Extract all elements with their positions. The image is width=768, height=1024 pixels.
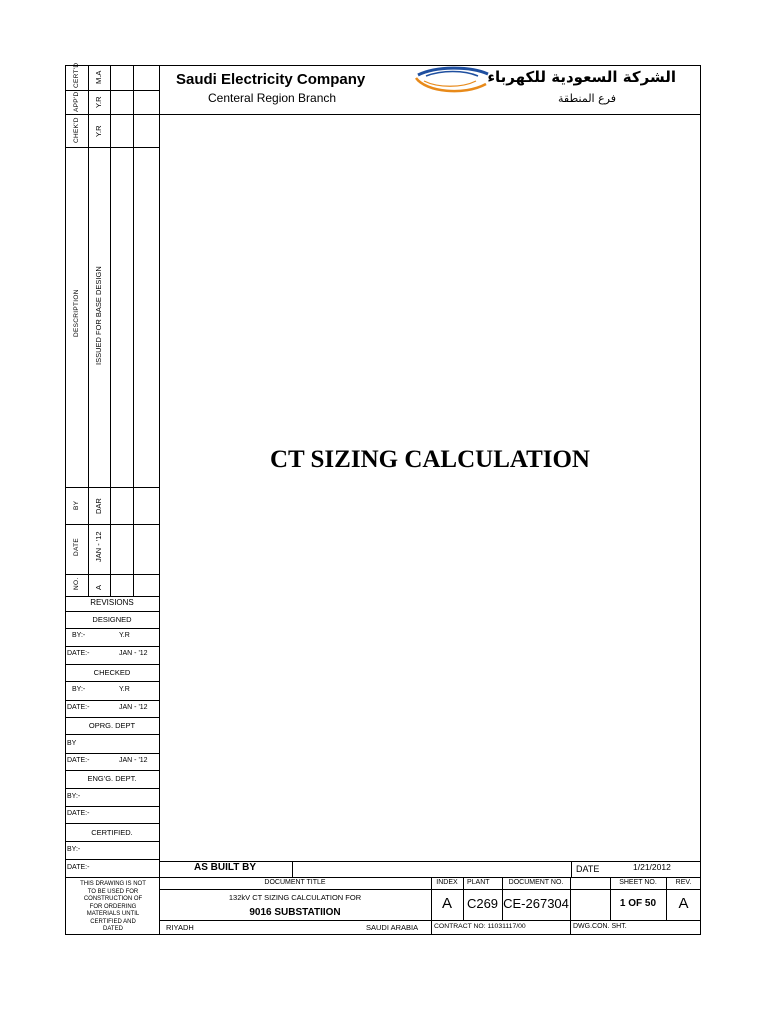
sheet-no-value: 1 OF 50 bbox=[619, 898, 657, 909]
date-header: DATE bbox=[73, 537, 80, 556]
checked-date-label: DATE:- bbox=[67, 704, 90, 711]
city: RIYADH bbox=[166, 923, 194, 932]
engg-by-label: BY:- bbox=[67, 793, 81, 800]
country: SAUDI ARABIA bbox=[366, 923, 419, 932]
checked-by-label: BY:- bbox=[72, 686, 86, 693]
rev-col-line bbox=[88, 65, 89, 596]
index-label: INDEX bbox=[436, 879, 458, 886]
contract-no: CONTRACT NO: 11031117/00 bbox=[434, 923, 526, 930]
oprg-by-label: BY bbox=[67, 740, 77, 747]
no-value: A bbox=[94, 584, 103, 590]
branch-name-ar: فرع المنطقة bbox=[558, 92, 616, 105]
title-block-top bbox=[65, 877, 701, 878]
revisions-label: REVISIONS bbox=[90, 598, 134, 607]
as-built-label: AS BUILT BY bbox=[194, 862, 257, 873]
date-label: DATE bbox=[576, 864, 600, 874]
designed-label: DESIGNED bbox=[92, 615, 132, 624]
oprg-date-label: DATE:- bbox=[67, 757, 90, 764]
certified-by-label: BY:- bbox=[67, 846, 81, 853]
designed-date-label: DATE:- bbox=[67, 650, 90, 657]
rev-label: REV. bbox=[675, 879, 692, 886]
chkd-header: CHEK'D bbox=[73, 117, 80, 143]
description-header: DESCRIPTION bbox=[73, 289, 80, 337]
document-title-line1: 132kV CT SIZING CALCULATION FOR bbox=[228, 893, 362, 902]
appd-header: APP'D bbox=[73, 91, 80, 112]
rev-value: A bbox=[678, 895, 689, 912]
branch-name-en: Centeral Region Branch bbox=[208, 91, 337, 105]
document-main-title: CT SIZING CALCULATION bbox=[270, 446, 590, 473]
certified-date-label: DATE:- bbox=[67, 864, 90, 871]
rev-col-line bbox=[133, 65, 134, 596]
plant-value: C269 bbox=[466, 896, 499, 911]
document-title-line2: 9016 SUBSTATIION bbox=[249, 907, 341, 918]
engg-date-label: DATE:- bbox=[67, 810, 90, 817]
engg-label: ENG'G. DEPT. bbox=[87, 774, 137, 783]
chkd-value: Y.R bbox=[94, 125, 103, 137]
sheet-no-label: SHEET NO. bbox=[619, 879, 657, 886]
date-value: JAN - '12 bbox=[94, 531, 103, 562]
designed-date-value: JAN - '12 bbox=[119, 650, 148, 657]
by-header: BY bbox=[73, 500, 80, 510]
no-header: NO. bbox=[73, 577, 80, 590]
appd-value: Y.R bbox=[94, 96, 103, 108]
oprg-date-value: JAN - '12 bbox=[119, 757, 148, 764]
plant-label: PLANT bbox=[467, 879, 490, 886]
certified-label: CERTIFIED. bbox=[91, 828, 133, 837]
checked-by-value: Y.R bbox=[119, 686, 130, 693]
designed-by-value: Y.R bbox=[119, 632, 130, 639]
header-divider bbox=[159, 114, 701, 115]
date-value: 1/21/2012 bbox=[633, 862, 671, 872]
document-title-label: DOCUMENT TITLE bbox=[264, 879, 326, 886]
certd-value: M.A bbox=[94, 70, 103, 84]
checked-date-value: JAN - '12 bbox=[119, 704, 148, 711]
document-no-label: DOCUMENT NO. bbox=[508, 879, 564, 886]
company-name-en: Saudi Electricity Company bbox=[176, 71, 366, 88]
designed-by-label: BY:- bbox=[72, 632, 86, 639]
index-value: A bbox=[441, 895, 452, 912]
document-no-value: CE-267304 bbox=[503, 896, 569, 911]
sec-logo-icon bbox=[412, 66, 494, 98]
dwg-con-sht: DWG.CON. SHT. bbox=[573, 923, 627, 930]
description-value: ISSUED FOR BASE DESIGN bbox=[94, 266, 103, 365]
by-value: DAR bbox=[94, 498, 103, 514]
construction-notice: THIS DRAWING IS NOT TO BE USED FOR CONSTRUCTION OF FOR ORDERING MATERIALS UNTIL CERTIFIED AND DATED bbox=[80, 881, 146, 932]
checked-label: CHECKED bbox=[93, 668, 131, 677]
company-name-ar: الشركة السعودية للكهرباء bbox=[487, 68, 676, 86]
oprg-label: OPRG. DEPT bbox=[88, 721, 136, 730]
certd-header: CERT'D bbox=[73, 62, 80, 88]
rev-col-line bbox=[110, 65, 111, 596]
drawing-frame bbox=[65, 62, 701, 935]
